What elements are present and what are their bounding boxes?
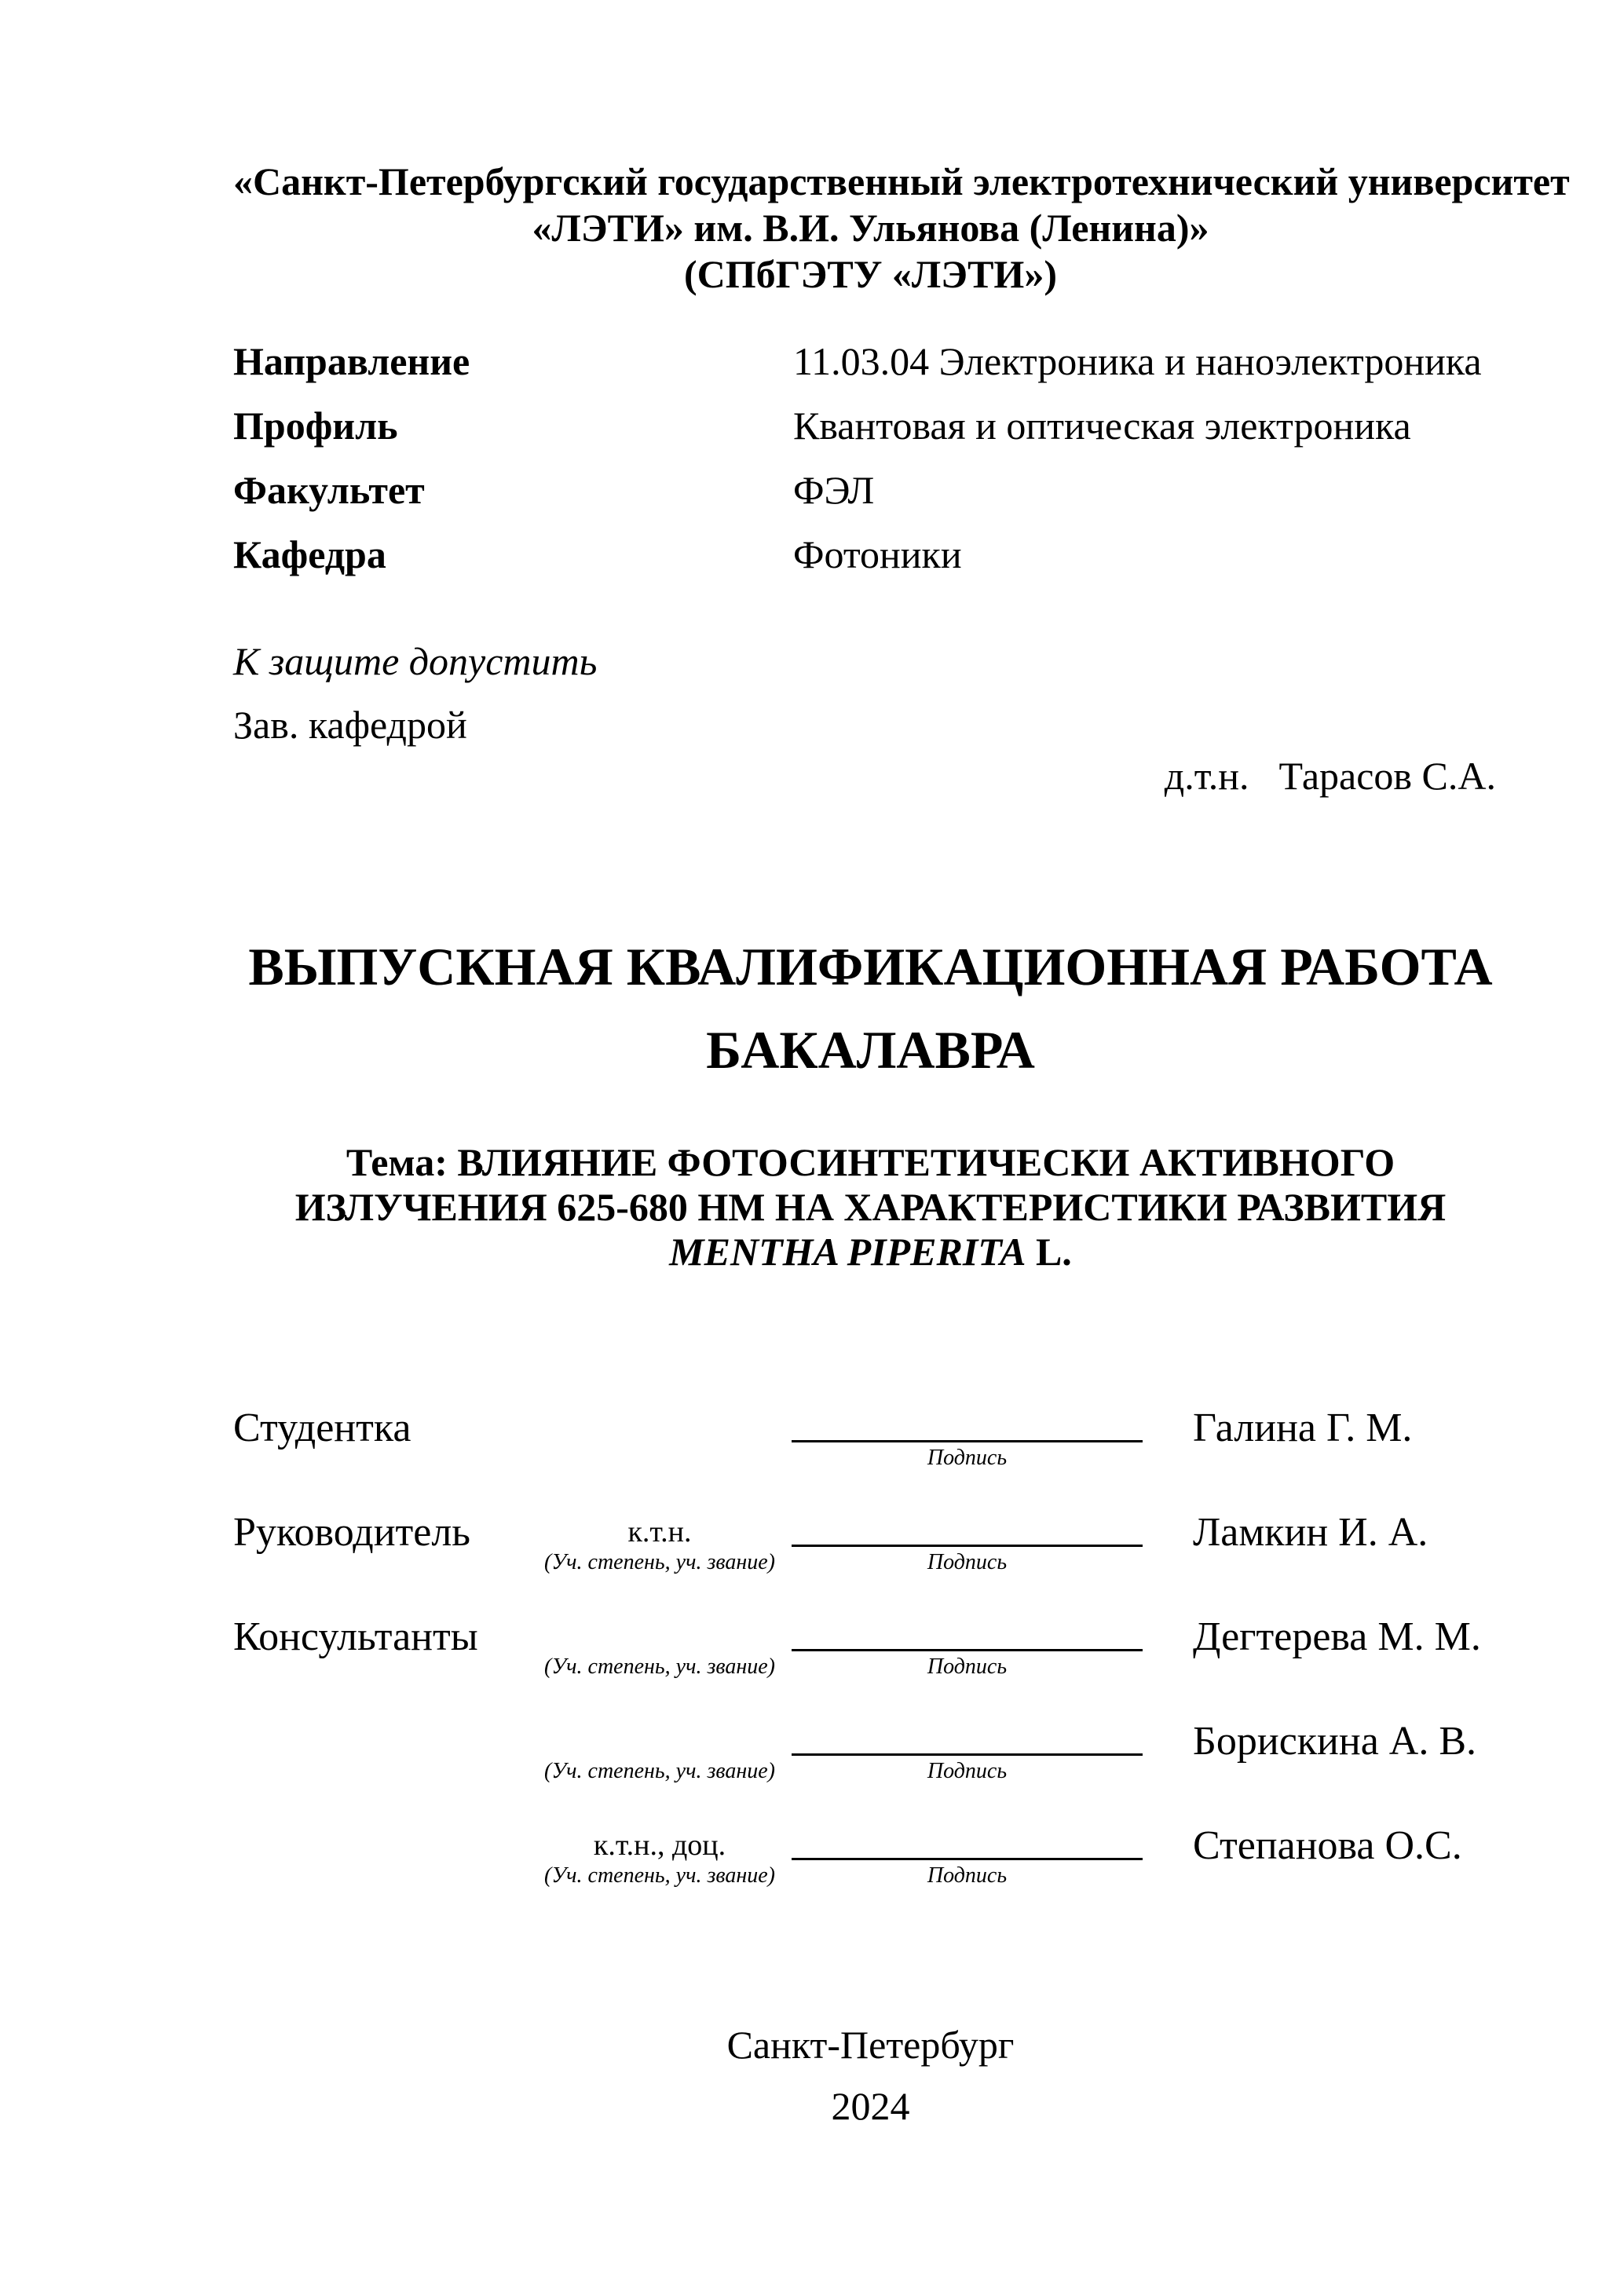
field-value: Фотоники — [793, 532, 962, 576]
theme-line1: Тема: ВЛИЯНИЕ ФОТОСИНТЕТИЧЕСКИ АКТИВНОГО — [346, 1140, 1395, 1184]
signature-caption: Подпись — [927, 1759, 1008, 1783]
field-row-department — [233, 531, 1508, 595]
signature-name: Борискина А. В. — [1193, 1719, 1477, 1764]
thesis-title-line2: БАКАЛАВРА — [706, 1020, 1035, 1080]
signature-line — [792, 1753, 1143, 1756]
university-header-line2: «ЛЭТИ» им. В.И. Ульянова (Ленина)» — [532, 206, 1209, 250]
approver-degree: д.т.н. — [1164, 754, 1249, 798]
signature-name: Степанова О.С. — [1193, 1823, 1462, 1868]
field-row-direction — [233, 338, 1508, 402]
signature-role: Руководитель — [233, 1510, 470, 1555]
signature-degree: к.т.н., доц. — [593, 1829, 726, 1862]
theme-line2: ИЗЛУЧЕНИЯ 625-680 НМ НА ХАРАКТЕРИСТИКИ РАЗВИТИЯ — [294, 1185, 1447, 1229]
degree-caption: (Уч. степень, уч. звание) — [544, 1863, 775, 1888]
signature-caption: Подпись — [927, 1654, 1008, 1679]
field-label: Кафедра — [233, 532, 386, 576]
signature-row-consultant-3 — [233, 1823, 1508, 1910]
thesis-title — [233, 925, 1508, 1091]
signature-name: Ламкин И. А. — [1193, 1510, 1428, 1555]
field-label: Факультет — [233, 468, 425, 512]
signature-table — [233, 1406, 1508, 1910]
signature-row-supervisor — [233, 1510, 1508, 1614]
signature-role: Студентка — [233, 1406, 411, 1450]
field-row-profile — [233, 402, 1508, 466]
signature-name: Галина Г. М. — [1193, 1406, 1413, 1450]
university-header-line3: (СПбГЭТУ «ЛЭТИ») — [684, 252, 1057, 296]
degree-caption: (Уч. степень, уч. звание) — [544, 1759, 775, 1783]
field-value: ФЭЛ — [793, 468, 875, 512]
field-label: Направление — [233, 339, 470, 383]
signature-caption: Подпись — [927, 1550, 1008, 1574]
approver-name: Тарасов С.А. — [1278, 754, 1496, 798]
degree-caption: (Уч. степень, уч. звание) — [544, 1550, 775, 1574]
department-head-label: Зав. кафедрой — [233, 703, 467, 747]
thesis-title-line1: ВЫПУСКНАЯ КВАЛИФИКАЦИОННАЯ РАБОТА — [248, 937, 1493, 996]
thesis-theme — [233, 1140, 1508, 1274]
footer-city: Санкт-Петербург — [726, 2023, 1015, 2067]
signature-caption: Подпись — [927, 1863, 1008, 1888]
footer — [233, 2014, 1508, 2137]
degree-caption: (Уч. степень, уч. звание) — [544, 1654, 775, 1679]
signature-row-student — [233, 1406, 1508, 1510]
footer-year: 2024 — [831, 2084, 910, 2128]
field-row-faculty — [233, 466, 1508, 531]
signature-degree: к.т.н. — [627, 1515, 692, 1548]
signature-line — [792, 1545, 1143, 1547]
latin-species-suffix: L. — [1026, 1230, 1072, 1274]
program-fields — [233, 338, 1508, 595]
field-value: 11.03.04 Электроника и наноэлектроника — [793, 339, 1482, 383]
signature-name: Дегтерева М. М. — [1193, 1614, 1481, 1659]
approver-line — [233, 752, 1496, 799]
signature-row-consultant-1 — [233, 1614, 1508, 1719]
field-value: Квантовая и оптическая электроника — [793, 404, 1411, 448]
signature-line — [792, 1858, 1143, 1860]
university-header-line1: «Санкт-Петербургский государственный электротехнический университет — [233, 159, 1570, 203]
admission-note: К защите допустить — [233, 639, 598, 683]
theme-line3 — [233, 1230, 1508, 1274]
university-header — [233, 159, 1570, 298]
latin-species-name: MENTHA PIPERITA — [669, 1230, 1026, 1274]
field-label: Профиль — [233, 404, 398, 448]
signature-row-consultant-2 — [233, 1719, 1508, 1823]
signature-line — [792, 1440, 1143, 1442]
signature-caption: Подпись — [927, 1446, 1008, 1470]
signature-line — [792, 1649, 1143, 1651]
signature-role: Консультанты — [233, 1614, 478, 1659]
